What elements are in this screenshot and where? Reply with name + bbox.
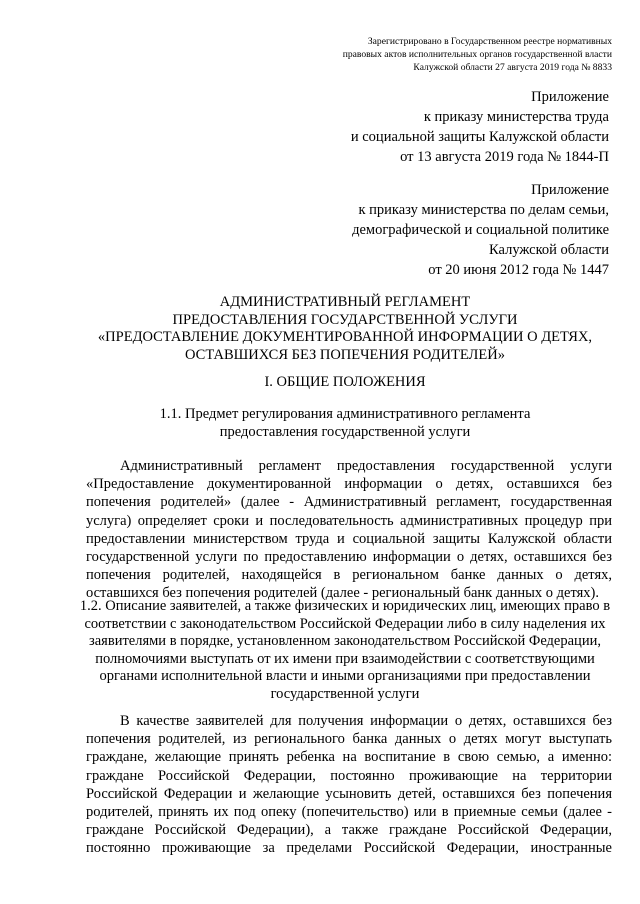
paragraph-line: родителей, принять их под опеку (попечительство) или в приемные семьи (далее -	[86, 804, 612, 821]
subheading-line: полномочиями выступать от их имени при взаимодействии с соответствующими	[95, 650, 595, 667]
subheading-line: заявителями в порядке, установленном законодательством Российской Федерации,	[89, 633, 601, 649]
paragraph-line: Административный регламент предоставления государственной услуги	[120, 458, 612, 474]
paragraph-line: попечения родителей» (далее - Административный регламент, государственная	[86, 494, 612, 511]
title-line: ОСТАВШИХСЯ БЕЗ ПОПЕЧЕНИЯ РОДИТЕЛЕЙ»	[185, 346, 505, 363]
title-line: АДМИНИСТРАТИВНЫЙ РЕГЛАМЕНТ	[219, 294, 471, 310]
appendix-line: и социальной защиты Калужской области	[350, 129, 609, 145]
registration-note-line: правовых актов исполнительных органов государственной власти	[342, 49, 612, 60]
paragraph-line: государственной услуги по предоставлению информации о детях, оставшихся без	[86, 549, 612, 566]
paragraph-line: граждане Российской Федерации, постоянно проживающие на территории	[86, 767, 612, 784]
paragraph-line: услуга) определяет сроки и последовательность административных процедур при	[86, 512, 612, 529]
paragraph-line: предоставлении министерством труда и социальной защиты Калужской области	[86, 530, 612, 547]
subsection-heading-1-1	[60, 406, 630, 441]
appendix-block-original	[209, 180, 609, 280]
subheading-line: органами исполнительной власти и иными организациями при предоставлении	[99, 668, 591, 684]
appendix-line: от 13 августа 2019 года № 1844-П	[400, 149, 609, 165]
subheading-line: соответствии с законодательством Российской Федерации либо в силу наделения их	[84, 615, 606, 632]
body-paragraph-2	[86, 712, 612, 858]
appendix-line: Приложение	[531, 89, 609, 105]
appendix-line: Приложение	[531, 182, 609, 198]
title-line: ПРЕДОСТАВЛЕНИЯ ГОСУДАРСТВЕННОЙ УСЛУГИ	[172, 311, 518, 328]
subheading-line: 1.2. Описание заявителей, а также физических и юридических лиц, имеющих право в	[79, 598, 611, 614]
paragraph-line: В качестве заявителей для получения информации о детях, оставшихся без	[120, 713, 612, 729]
paragraph-line: «Предоставление документированной информации о детях, оставшихся без	[86, 476, 612, 493]
document-title	[60, 294, 630, 364]
paragraph-line: Российской Федерации и желающие усыновить детей, оставшихся без попечения	[86, 785, 612, 802]
paragraph-line: постоянно проживающие за пределами Российской Федерации, иностранные	[86, 840, 612, 857]
subheading-line: государственной услуги	[270, 685, 420, 702]
paragraph-line: оставшихся без попечения родителей (далее - региональный банк данных о детях).	[86, 585, 599, 602]
appendix-line: демографической и социальной политике	[352, 222, 609, 238]
paragraph-line: попечения родителей, находящейся в региональном банке данных о детях,	[86, 567, 612, 584]
appendix-block-current	[209, 87, 609, 167]
paragraph-line: граждане, желающие принять ребенка на воспитание в свою семью, а именно:	[86, 749, 612, 766]
registration-note-line: Зарегистрировано в Государственном реестре нормативных	[367, 36, 612, 47]
paragraph-line: граждане Российской Федерации), а также граждане Российской Федерации,	[86, 822, 612, 839]
subheading-line: 1.1. Предмет регулирования административного регламента	[159, 406, 531, 422]
subsection-heading-1-2	[60, 598, 630, 703]
subheading-line: предоставления государственной услуги	[219, 423, 471, 440]
appendix-line: к приказу министерства по делам семьи,	[358, 202, 609, 218]
title-line: «ПРЕДОСТАВЛЕНИЕ ДОКУМЕНТИРОВАННОЙ ИНФОРМАЦИИ О ДЕТЯХ,	[97, 329, 593, 345]
appendix-line: Калужской области	[489, 242, 609, 258]
appendix-line: от 20 июня 2012 года № 1447	[428, 262, 609, 278]
registration-note-line: Калужской области 27 августа 2019 года № 8833	[413, 62, 612, 73]
paragraph-line: попечения родителей, из регионального банка данных о детях могут выступать	[86, 731, 612, 748]
section-heading: I. ОБЩИЕ ПОЛОЖЕНИЯ	[264, 374, 426, 390]
registration-note	[232, 35, 612, 74]
body-paragraph-1	[86, 457, 612, 603]
appendix-line: к приказу министерства труда	[423, 109, 609, 125]
